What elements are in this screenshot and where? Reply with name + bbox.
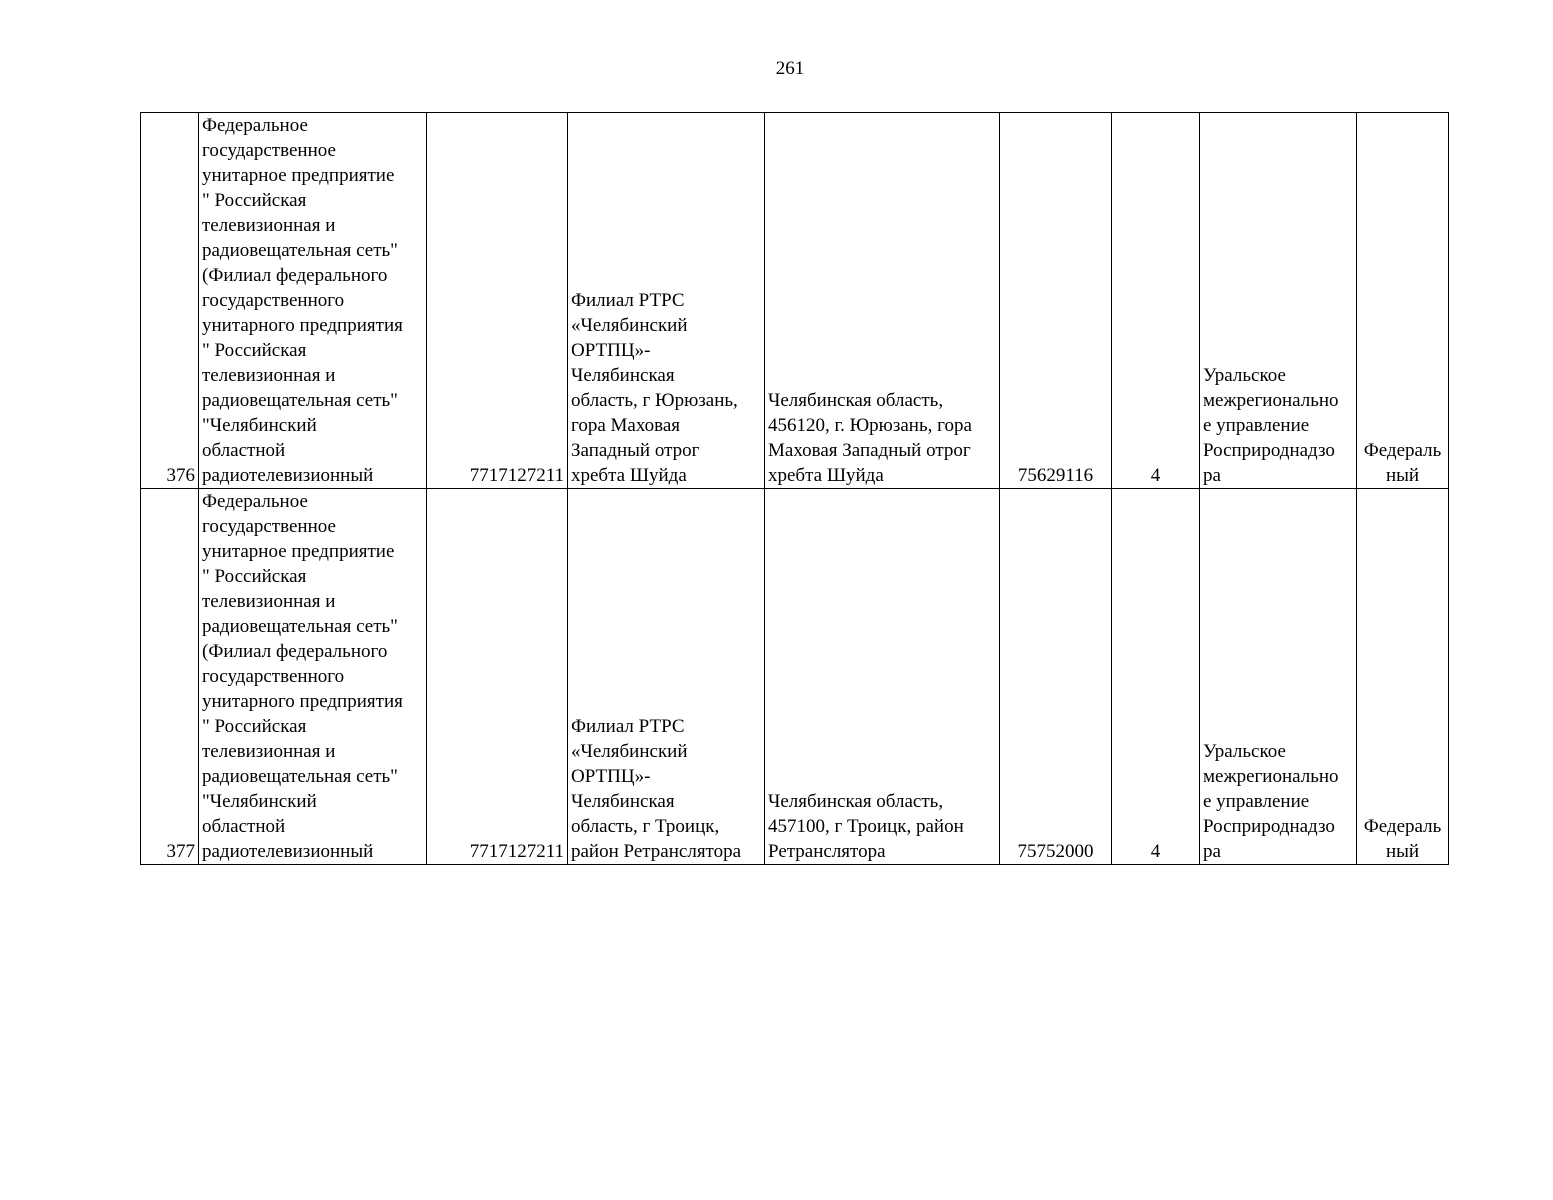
object-name: Филиал РТРС «Челябинский ОРТПЦ»- Челябинская область, г Юрюзань, гора Маховая Западный отрог хребта Шуйда [568,113,765,489]
organization-name: Федеральное государственное унитарное предприятие " Российская телевизионная и радиовещательная сеть" (Филиал федерального государственного унитарного предприятия " Российская телевизионная и радиовещательная сеть" "Челябинский областной радиотелевизионный [199,489,427,865]
organization-name: Федеральное государственное унитарное предприятие " Российская телевизионная и радиовещательная сеть" (Филиал федерального государственного унитарного предприятия " Российская телевизионная и радиовещательная сеть" "Челябинский областной радиотелевизионный [199,113,427,489]
level-cell: Федераль ный [1357,113,1449,489]
object-address: Челябинская область, 457100, г Троицк, район Ретранслятора [765,489,1000,865]
authority-cell: Уральское межрегионально е управление Росприроднадзо ра [1200,113,1357,489]
inn-cell: 7717127211 [427,489,568,865]
registry-table [140,112,1449,865]
oktmo-cell: 75629116 [1000,113,1112,489]
page-number: 261 [775,58,805,79]
object-name: Филиал РТРС «Челябинский ОРТПЦ»- Челябинская область, г Троицк, район Ретранслятора [568,489,765,865]
row-number: 377 [141,489,199,865]
category-cell: 4 [1112,113,1200,489]
inn-cell: 7717127211 [427,113,568,489]
object-address: Челябинская область, 456120, г. Юрюзань, гора Маховая Западный отрог хребта Шуйда [765,113,1000,489]
row-number: 376 [141,113,199,489]
level-cell: Федераль ный [1357,489,1449,865]
table-row [141,113,1449,489]
authority-cell: Уральское межрегионально е управление Росприроднадзо ра [1200,489,1357,865]
category-cell: 4 [1112,489,1200,865]
oktmo-cell: 75752000 [1000,489,1112,865]
table-row [141,489,1449,865]
